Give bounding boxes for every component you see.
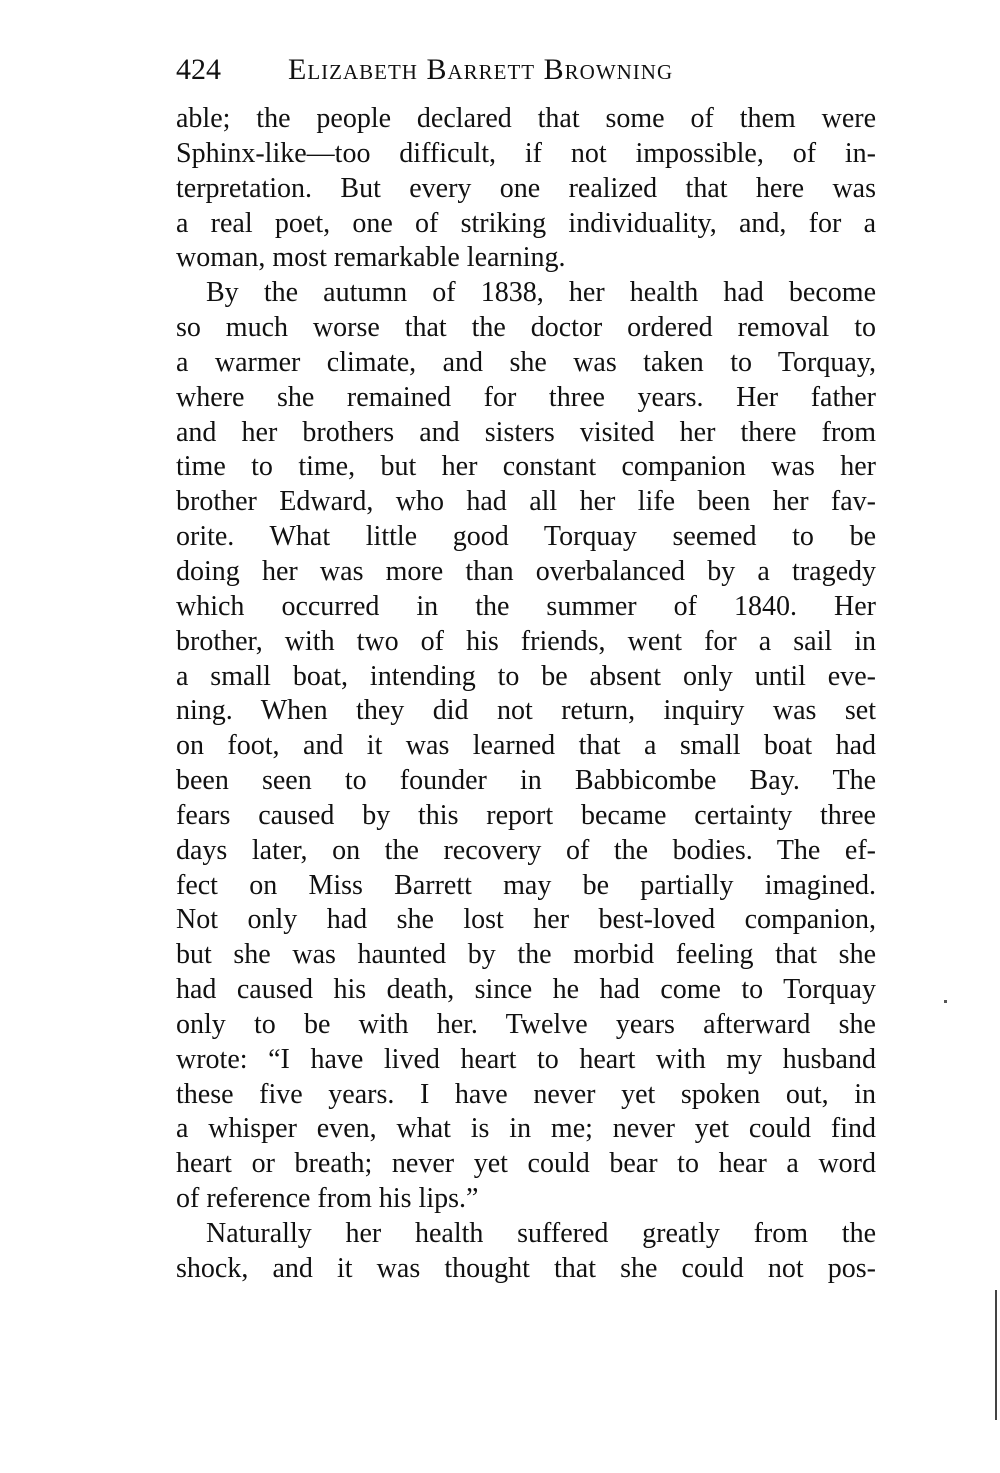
text-line: days later, on the recovery of the bodies. The ef- — [176, 834, 876, 866]
text-line: fears caused by this report became certainty three — [176, 799, 876, 831]
text-line: woman, most remarkable learning. — [176, 242, 566, 274]
text-line: of reference from his lips.” — [176, 1183, 479, 1215]
text-line: brother Edward, who had all her life been her fav- — [176, 486, 876, 518]
text-line: only to be with her. Twelve years afterward she — [176, 1008, 876, 1040]
text-line: these five years. I have never yet spoken out, in — [176, 1078, 876, 1110]
text-line: been seen to founder in Babbicombe Bay. The — [176, 765, 876, 797]
text-line: had caused his death, since he had come to Torquay — [176, 974, 876, 1006]
text-line: and her brothers and sisters visited her there from — [176, 416, 876, 448]
text-line: By the autumn of 1838, her health had become — [206, 277, 876, 309]
text-line: orite. What little good Torquay seemed to be — [176, 521, 876, 553]
text-line: able; the people declared that some of them were — [176, 103, 876, 134]
text-line: but she was haunted by the morbid feeling that she — [176, 939, 876, 971]
text-line: brother, with two of his friends, went for a sail in — [176, 625, 876, 657]
text-line: time to time, but her constant companion was her — [176, 451, 876, 483]
text-line: where she remained for three years. Her father — [176, 381, 876, 413]
text-line: a small boat, intending to be absent only until eve- — [176, 660, 876, 692]
page-number: 424 — [176, 53, 221, 86]
text-line: a warmer climate, and she was taken to Torquay, — [176, 346, 876, 378]
text-line: ning. When they did not return, inquiry was set — [176, 695, 876, 727]
text-line: Sphinx-like—too difficult, if not impossible, of in- — [176, 137, 876, 169]
scan-edge-mark — [995, 1290, 997, 1420]
text-line: a real poet, one of striking individuality, and, for a — [176, 207, 876, 239]
text-line: which occurred in the summer of 1840. Her — [176, 590, 876, 622]
text-line: fect on Miss Barrett may be partially imagined. — [176, 869, 876, 901]
text-line: Not only had she lost her best-loved companion, — [176, 904, 876, 936]
running-head — [176, 52, 876, 92]
text-line: doing her was more than overbalanced by a tragedy — [176, 555, 876, 587]
text-line: Naturally her health suffered greatly from the — [206, 1218, 876, 1249]
body-text — [176, 102, 876, 1287]
running-head-title: Elizabeth Barrett Browning — [288, 53, 674, 86]
text-line: shock, and it was thought that she could not pos- — [176, 1252, 876, 1284]
text-line: terpretation. But every one realized that here was — [176, 172, 876, 204]
text-line: wrote: “I have lived heart to heart with my husband — [176, 1043, 876, 1075]
text-line: heart or breath; never yet could bear to hear a word — [176, 1148, 876, 1180]
text-line: a whisper even, what is in me; never yet could find — [176, 1113, 876, 1145]
text-line: so much worse that the doctor ordered removal to — [176, 312, 876, 344]
scan-speck — [944, 1000, 947, 1003]
text-line: on foot, and it was learned that a small boat had — [176, 730, 876, 762]
